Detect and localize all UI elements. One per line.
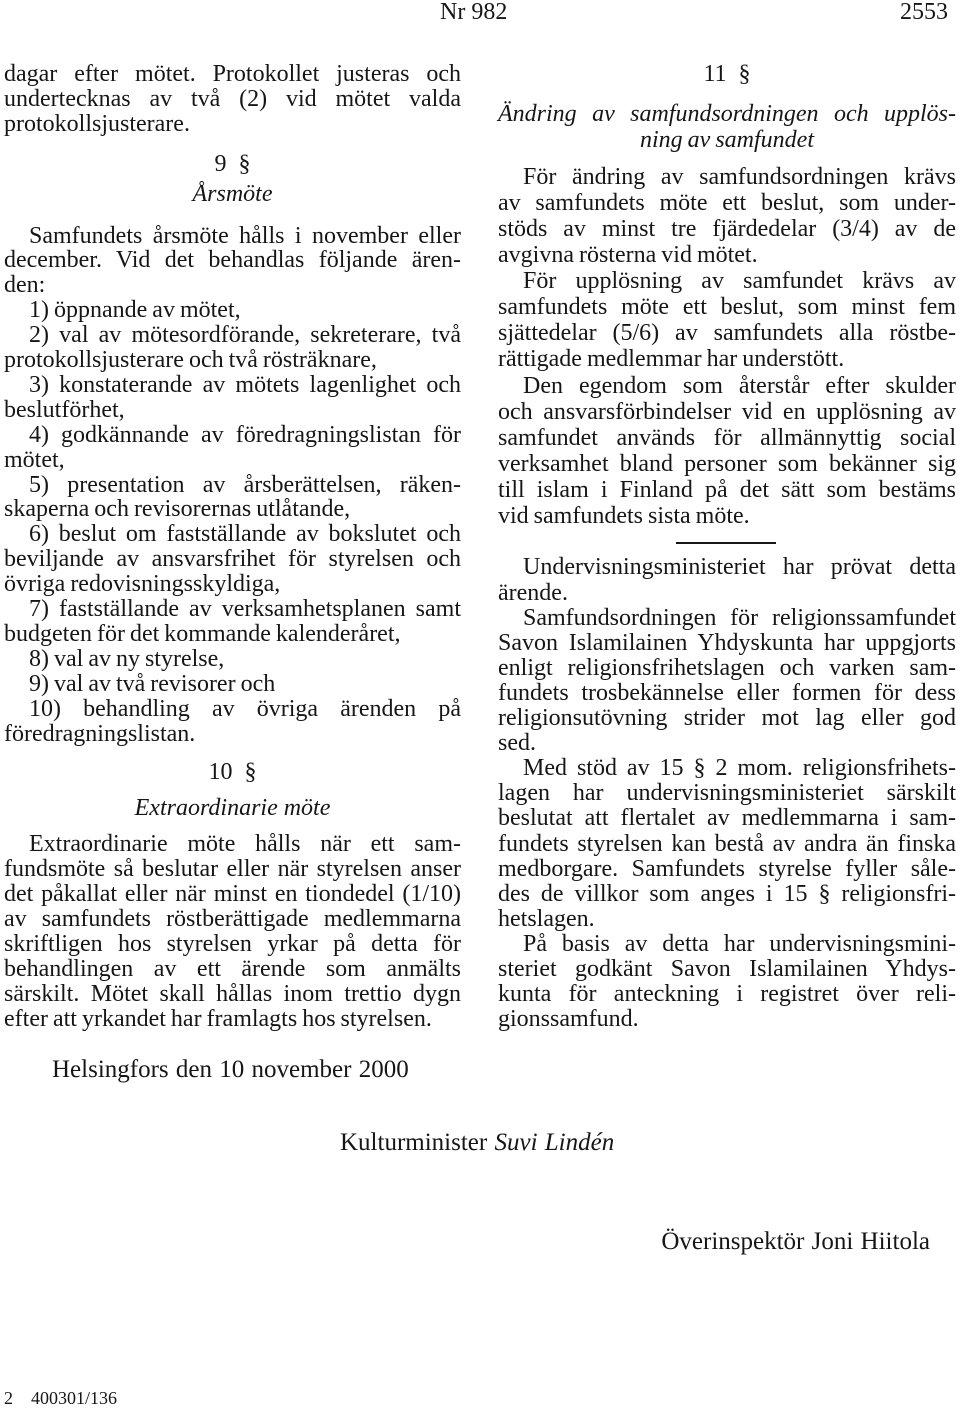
footer-code: 400301/136 bbox=[31, 1388, 118, 1408]
text-line: övriga redovisningsskyldiga, bbox=[4, 571, 281, 598]
text-line: avgivna rösterna vid mötet. bbox=[498, 242, 758, 269]
text-line: december. Vid det behandlas följande ären- bbox=[4, 247, 461, 274]
text-line: Undervisningsministeriet har prövat detta bbox=[523, 554, 956, 581]
text-line: 7) fastställande av verksamhetsplanen samt bbox=[29, 596, 461, 623]
section-title bbox=[498, 101, 956, 153]
paragraph bbox=[4, 224, 461, 299]
text-line: föredragningslistan. bbox=[4, 720, 196, 747]
text-line: medborgare. Samfundets styrelse fyller såle- bbox=[498, 855, 956, 882]
text-line: samfundets möte ett beslut, som minst fem bbox=[498, 294, 956, 321]
paragraph bbox=[498, 164, 956, 268]
page-number: 2553 bbox=[900, 0, 948, 25]
paragraph bbox=[498, 268, 956, 372]
text-line: religionsutövning strider mot lag eller god bbox=[498, 705, 956, 732]
section-number: 9 § bbox=[214, 150, 251, 177]
section-title: Extraordinarie möte bbox=[134, 794, 331, 821]
paragraph bbox=[4, 298, 461, 323]
text-line: av samfundets möte ett beslut, som under- bbox=[498, 190, 956, 217]
text-line: efter att yrkandet har framlagts hos styrelsen. bbox=[4, 1005, 432, 1032]
text-line: vid samfundets sista möte. bbox=[498, 502, 750, 529]
paragraph bbox=[4, 597, 461, 647]
place-and-date: Helsingfors den 10 november 2000 bbox=[52, 1055, 409, 1083]
text-line: För upplösning av samfundet krävs av bbox=[523, 268, 956, 295]
text-line: behandlingen av ett ärende som anmälts bbox=[4, 955, 461, 982]
text-line: protokollsjusterare och två rösträknare, bbox=[4, 347, 377, 374]
minister-name: Suvi Lindén bbox=[494, 1128, 615, 1156]
text-line: ärende. bbox=[498, 579, 568, 606]
text-line: sjättedelar (5/6) av samfundets alla röstbe- bbox=[498, 320, 956, 347]
paragraph bbox=[4, 62, 461, 137]
text-line: av samfundets röstberättigade medlemmarna bbox=[4, 905, 461, 932]
paragraph bbox=[4, 522, 461, 597]
text-line: enligt religionsfrihetslagen och varken sam- bbox=[498, 654, 956, 681]
text-line: Ändring av samfundsordningen och upplös- bbox=[498, 100, 956, 127]
paragraph bbox=[498, 606, 956, 757]
section-9-body bbox=[4, 224, 461, 747]
text-line: rättigade medlemmar har understött. bbox=[498, 346, 845, 373]
minister-signature bbox=[340, 1130, 614, 1155]
text-line: 8) val av ny styrelse, bbox=[29, 645, 225, 672]
text-line: 5) presentation av årsberättelsen, räken- bbox=[29, 471, 461, 498]
text-line: Samfundets årsmöte hålls i november eller bbox=[29, 222, 461, 249]
text-line: 9) val av två revisorer och bbox=[29, 670, 276, 697]
text-line: samfundet används för allmännyttig social bbox=[498, 424, 956, 451]
text-line: Extraordinarie möte hålls när ett sam- bbox=[29, 830, 461, 857]
text-line: undertecknas av två (2) vid mötet valda bbox=[4, 85, 461, 112]
text-line: 3) konstaterande av mötets lagenlighet och bbox=[29, 371, 461, 398]
text-line: fundsmöte så beslutar eller när styrelsen anser bbox=[4, 855, 461, 882]
text-line: lagen har undervisningsministeriet särskilt bbox=[498, 780, 956, 807]
text-line: dagar efter mötet. Protokollet justeras och bbox=[4, 60, 461, 87]
text-line: kunta för anteckning i registret över reli- bbox=[498, 981, 956, 1008]
section-title: Årsmöte bbox=[192, 180, 273, 207]
text-line: På basis av detta har undervisningsmini- bbox=[523, 931, 956, 958]
text-line: 2) val av mötesordförande, sekreterare, två bbox=[29, 322, 461, 349]
text-line: beslutat att flertalet av medlemmarna i sam- bbox=[498, 805, 956, 832]
text-line: särskilt. Mötet skall hållas inom trettio dygn bbox=[4, 980, 461, 1007]
paragraph bbox=[498, 555, 956, 605]
issue-number: Nr 982 bbox=[440, 0, 508, 25]
paragraph bbox=[4, 473, 461, 523]
paragraph bbox=[4, 832, 461, 1032]
paragraph bbox=[4, 323, 461, 373]
paragraph bbox=[498, 932, 956, 1032]
text-line: gionssamfund. bbox=[498, 1006, 639, 1033]
paragraph bbox=[498, 373, 956, 529]
text-line: 10) behandling av övriga ärenden på bbox=[29, 695, 461, 722]
text-line: protokollsjusterare. bbox=[4, 110, 190, 137]
text-line: budgeten för det kommande kalenderåret, bbox=[4, 621, 401, 647]
text-line: 6) beslut om fastställande av bokslutet och bbox=[29, 521, 461, 548]
paragraph bbox=[4, 697, 461, 747]
text-line: Savon Islamilainen Yhdyskunta har uppgjorts bbox=[498, 629, 956, 656]
text-line: skriftligen hos styrelsen yrkar på detta för bbox=[4, 930, 461, 957]
text-line: verksamhet bland personer som bekänner sig bbox=[498, 450, 956, 477]
text-line: 4) godkännande av föredragningslistan för bbox=[29, 421, 461, 448]
continued-paragraph bbox=[4, 62, 461, 137]
text-line: och ansvarsförbindelser vid en upplösning av bbox=[498, 398, 956, 425]
text-line: fundets styrelsen kan bestå av andra än finska bbox=[498, 830, 956, 857]
footer-page: 2 bbox=[4, 1388, 13, 1408]
section-number: 10 § bbox=[208, 758, 257, 785]
section-11-body bbox=[498, 164, 956, 529]
text-line: beslutförhet, bbox=[4, 396, 125, 423]
text-line: 1) öppnande av mötet, bbox=[29, 297, 241, 324]
decision-body bbox=[498, 555, 956, 1032]
text-line: des de villkor som anges i 15 § religionsfri- bbox=[498, 880, 956, 907]
paragraph bbox=[4, 423, 461, 473]
text-line: För ändring av samfundsordningen krävs bbox=[523, 164, 956, 190]
text-line: Med stöd av 15 § 2 mom. religionsfrihets- bbox=[523, 755, 956, 782]
inspector-signature: Överinspektör Joni Hiitola bbox=[661, 1227, 930, 1255]
text-line: steriet godkänt Savon Islamilainen Yhdys- bbox=[498, 956, 956, 983]
text-line: beviljande av ansvarsfrihet för styrelsen och bbox=[4, 546, 461, 573]
text-line: Samfundsordningen för religionssamfundet bbox=[523, 604, 956, 631]
paragraph bbox=[4, 647, 461, 672]
text-line: Den egendom som återstår efter skulder bbox=[523, 372, 956, 399]
text-line: det påkallat eller när minst en tiondedel (1/10) bbox=[4, 880, 461, 907]
paragraph bbox=[4, 373, 461, 423]
text-line: den: bbox=[4, 272, 46, 299]
text-line: ning av samfundet bbox=[640, 126, 814, 153]
text-line: sed. bbox=[498, 730, 536, 757]
text-line: stöds av minst tre fjärdedelar (3/4) av de bbox=[498, 216, 956, 243]
text-line: hetslagen. bbox=[498, 905, 595, 932]
paragraph bbox=[4, 672, 461, 697]
text-line: fundets trosbekännelse eller formen för dess bbox=[498, 679, 956, 706]
section-number: 11 § bbox=[703, 60, 751, 87]
paragraph bbox=[498, 756, 956, 932]
separator-rule bbox=[676, 542, 776, 544]
minister-title: Kulturminister bbox=[340, 1128, 488, 1156]
text-line: mötet, bbox=[4, 446, 65, 473]
text-line: skaperna och revisorernas utlåtande, bbox=[4, 496, 351, 523]
text-line: till islam i Finland på det sätt som bestäms bbox=[498, 476, 956, 503]
section-10-body bbox=[4, 832, 461, 1032]
